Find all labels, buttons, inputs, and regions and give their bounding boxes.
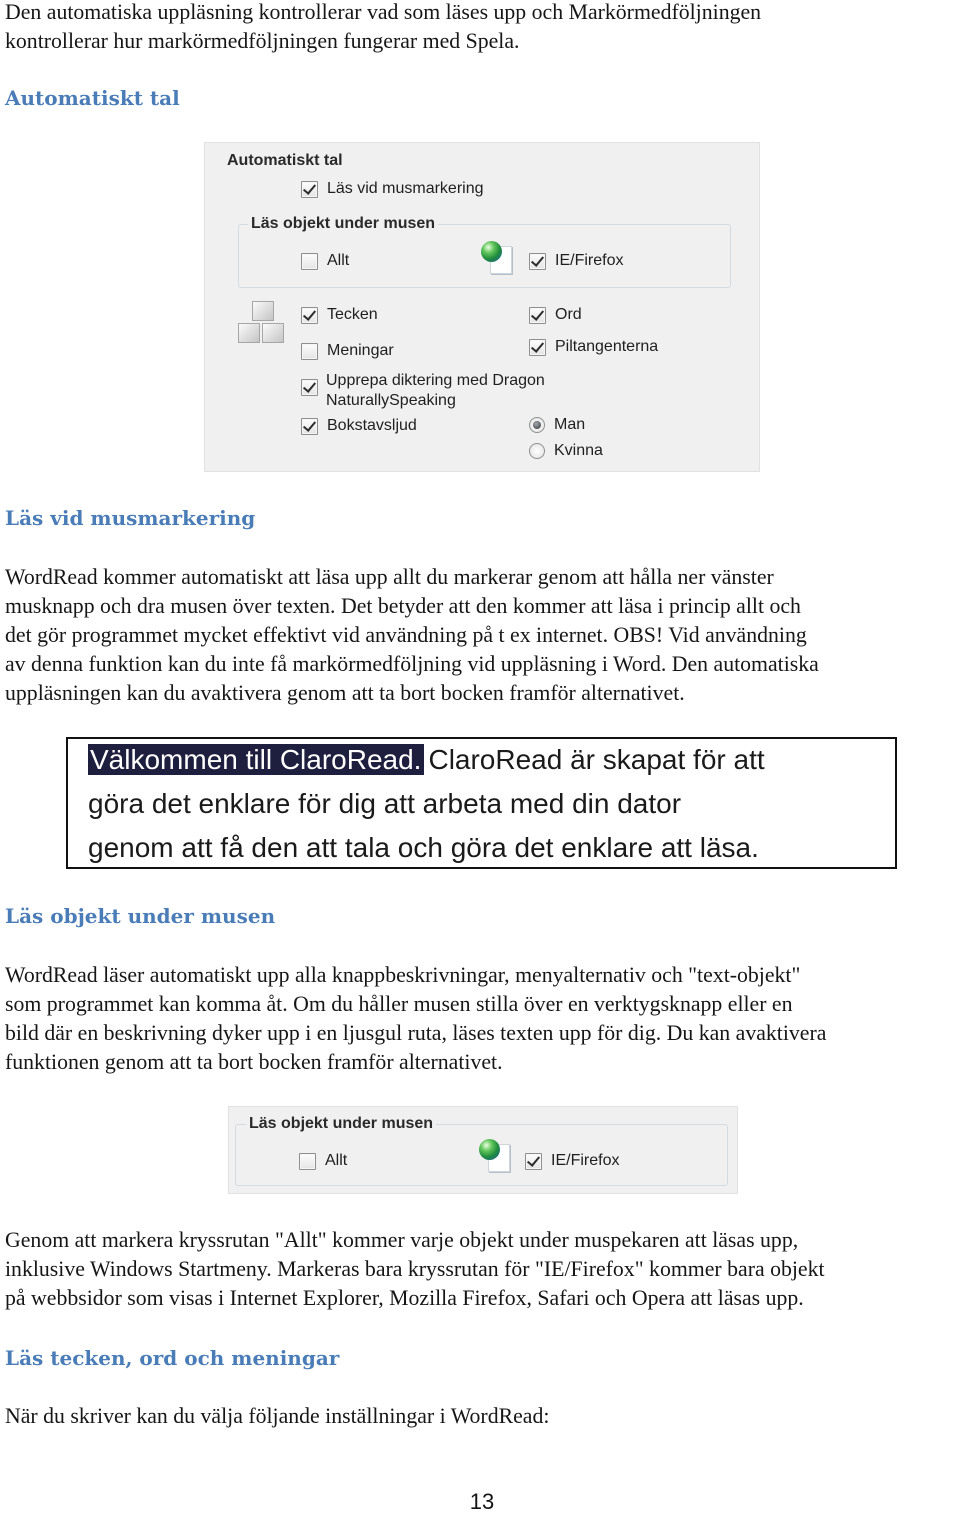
read-objects-group-label: Läs objekt under musen	[246, 1114, 436, 1134]
ie-firefox-checkbox-row[interactable]	[529, 251, 623, 271]
text-line: inklusive Windows Startmeny. Markeras bara kryssrutan för "IE/Firefox" kommer bara objekt	[5, 1257, 825, 1281]
sample-line	[88, 740, 765, 780]
intro-paragraph	[5, 0, 761, 56]
automatic-speech-settings-panel	[204, 142, 760, 472]
all-checkbox-row[interactable]	[301, 251, 349, 271]
text-line: bild där en beskrivning dyker upp i en ljusgul ruta, läses texten upp för dig. Du kan avaktivera	[5, 1021, 827, 1045]
dragon-label-line: Upprepa diktering med Dragon	[326, 372, 545, 389]
ie-firefox-label: IE/Firefox	[555, 252, 624, 269]
text-line: musknapp och dra musen över texten. Det betyder att den kommer att läsa i princip allt och	[5, 594, 801, 618]
all-label: Allt	[327, 252, 350, 269]
ie-firefox-checkbox[interactable]	[529, 253, 546, 270]
ie-firefox-checkbox[interactable]	[525, 1153, 542, 1170]
voice-male-radio-row[interactable]	[529, 415, 585, 435]
text-line: Den automatiska uppläsning kontrollerar vad som läses upp och Markörmedföljningen	[5, 0, 762, 24]
characters-checkbox-row[interactable]	[301, 305, 378, 325]
arrow-keys-checkbox[interactable]	[529, 339, 546, 356]
voice-female-radio-row[interactable]	[529, 441, 603, 461]
read-objects-paragraph	[5, 961, 826, 1077]
letter-sounds-checkbox-row[interactable]	[301, 416, 417, 436]
sentences-checkbox-row[interactable]	[301, 341, 394, 361]
voice-male-label: Man	[554, 416, 586, 433]
sentences-label: Meningar	[327, 342, 394, 359]
words-checkbox-row[interactable]	[529, 305, 582, 325]
text-line: det gör programmet mycket effektivt vid användning på t ex internet. OBS! Vid användning	[5, 623, 807, 647]
dragon-label	[326, 371, 545, 411]
arrow-keys-label: Piltangenterna	[555, 338, 659, 355]
text-line: När du skriver kan du välja följande inställningar i WordRead:	[5, 1404, 550, 1428]
heading-automatiskt-tal: Automatiskt tal	[5, 86, 180, 110]
heading-read-objects: Läs objekt under musen	[5, 904, 276, 928]
all-checkbox-row[interactable]	[299, 1151, 347, 1171]
letter-sounds-label: Bokstavsljud	[327, 417, 417, 434]
blocks-icon	[238, 301, 288, 345]
voice-male-radio[interactable]	[529, 417, 545, 433]
read-objects-panel	[228, 1106, 738, 1194]
heading-read-characters: Läs tecken, ord och meningar	[5, 1346, 340, 1370]
all-label: Allt	[325, 1152, 348, 1169]
sample-line: göra det enklare för dig att arbeta med din dator	[88, 788, 682, 819]
panel-title: Automatiskt tal	[227, 152, 343, 169]
sample-line: genom att få den att tala och göra det enklare att läsa.	[88, 832, 759, 863]
characters-checkbox[interactable]	[301, 307, 318, 324]
arrow-keys-checkbox-row[interactable]	[529, 337, 658, 357]
text-line: funktionen genom att ta bort bocken framför alternativet.	[5, 1050, 503, 1074]
claroread-highlight-sample	[66, 737, 897, 869]
globe-page-icon	[479, 241, 513, 275]
text-line: Genom att markera kryssrutan "Allt" kommer varje objekt under muspekaren att läsas upp,	[5, 1228, 799, 1252]
dragon-checkbox[interactable]	[301, 379, 318, 396]
text-line: som programmet kan komma åt. Om du håller musen stilla över en verktygsknapp eller en	[5, 992, 793, 1016]
typing-paragraph	[5, 1402, 549, 1431]
ie-firefox-checkbox-row[interactable]	[525, 1151, 619, 1171]
text-line: på webbsidor som visas i Internet Explorer, Mozilla Firefox, Safari och Opera att läsas upp.	[5, 1286, 804, 1310]
all-checkbox[interactable]	[301, 253, 318, 270]
words-label: Ord	[555, 306, 582, 323]
all-checkbox[interactable]	[299, 1153, 316, 1170]
dragon-checkbox-row[interactable]	[301, 377, 318, 397]
voice-female-label: Kvinna	[554, 442, 603, 459]
text-line: kontrollerar hur markörmedföljningen fungerar med Spela.	[5, 29, 520, 53]
words-checkbox[interactable]	[529, 307, 546, 324]
text-line: uppläsningen kan du avaktivera genom att ta bort bocken framför alternativet.	[5, 681, 685, 705]
text-line: av denna funktion kan du inte få markörmedföljning vid uppläsning i Word. Den automatiska	[5, 652, 819, 676]
ie-firefox-label: IE/Firefox	[551, 1152, 620, 1169]
highlighted-sentence: Välkommen till ClaroRead.	[88, 744, 424, 775]
sentences-checkbox[interactable]	[301, 343, 318, 360]
dragon-label-line: NaturallySpeaking	[326, 392, 456, 409]
text-line: WordRead läser automatiskt upp alla knappbeskrivningar, menyalternativ och "text-objekt"	[5, 963, 801, 987]
read-objects-group-label: Läs objekt under musen	[248, 214, 438, 234]
page-number: 13	[469, 1489, 495, 1514]
globe-page-icon	[477, 1139, 511, 1173]
characters-label: Tecken	[327, 306, 378, 323]
heading-read-on-select: Läs vid musmarkering	[5, 506, 256, 530]
sample-text: ClaroRead är skapat för att	[428, 744, 765, 775]
read-on-select-checkbox[interactable]	[301, 181, 318, 198]
all-vs-browser-paragraph	[5, 1226, 825, 1313]
letter-sounds-checkbox[interactable]	[301, 418, 318, 435]
voice-female-radio[interactable]	[529, 443, 545, 459]
text-line: WordRead kommer automatiskt att läsa upp allt du markerar genom att hålla ner vänster	[5, 565, 774, 589]
read-on-select-paragraph	[5, 563, 819, 708]
read-on-select-label: Läs vid musmarkering	[327, 180, 484, 197]
read-on-select-checkbox-row[interactable]	[301, 179, 484, 199]
